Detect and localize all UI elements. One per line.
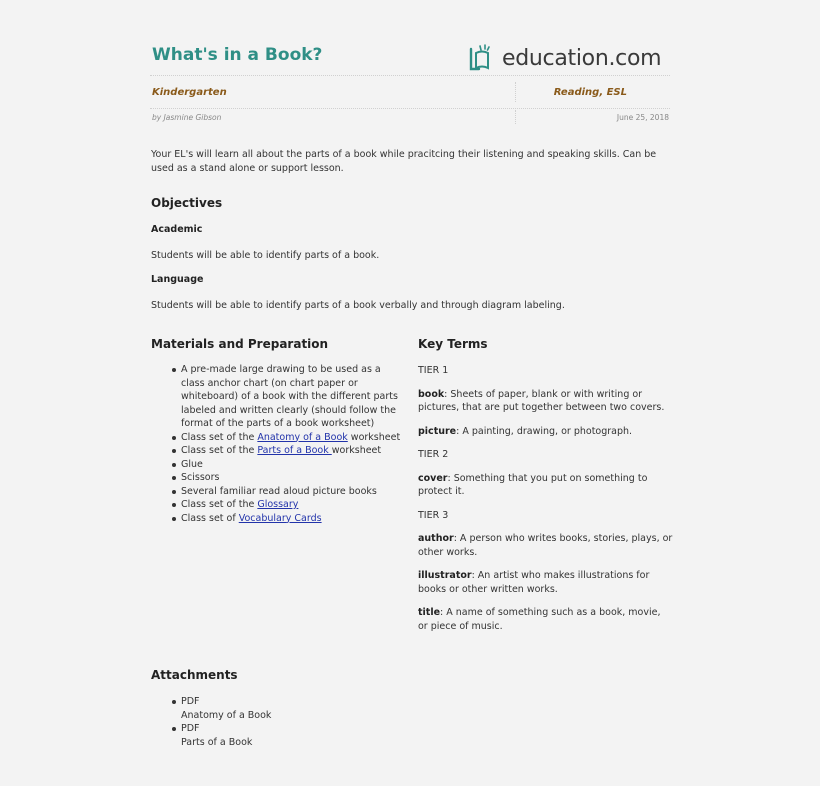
header-divider — [150, 75, 670, 76]
vocabulary-cards-link[interactable]: Vocabulary Cards — [238, 512, 322, 524]
list-item: Several familiar read aloud picture books — [151, 485, 401, 499]
academic-heading: Academic — [151, 224, 203, 235]
key-terms-list — [418, 364, 673, 643]
tier-label: TIER 2 — [418, 449, 449, 460]
academic-objective: Students will be able to identify parts of a book. — [151, 250, 380, 261]
language-objective: Students will be able to identify parts of a book verbally and through diagram labeling. — [151, 300, 565, 311]
meta-divider — [150, 108, 670, 109]
language-heading: Language — [151, 274, 204, 285]
logo-text: education.com — [502, 45, 662, 71]
attachment-name: Anatomy of a Book — [181, 709, 272, 721]
author-byline: by Jasmine Gibson — [152, 113, 222, 122]
grade-label: Kindergarten — [152, 87, 227, 98]
subject-label: Reading, ESL — [553, 87, 627, 98]
education-logo[interactable] — [468, 43, 661, 73]
list-item: Class set of the Parts of a Book worksheet — [151, 444, 401, 458]
term-title: title: A name of something such as a book, movie, or piece of music. — [418, 607, 661, 632]
meta-vertical-divider-2 — [515, 110, 516, 124]
term-book: book: Sheets of paper, blank or with writing or pictures, that are put together between two covers. — [418, 388, 665, 413]
materials-heading: Materials and Preparation — [151, 337, 329, 351]
parts-of-a-book-link[interactable]: Parts of a Book — [257, 445, 332, 456]
tier-label: TIER 1 — [418, 365, 449, 376]
term-picture: picture: A painting, drawing, or photograph. — [418, 425, 633, 437]
list-item: Class set of Vocabulary Cards — [151, 512, 401, 526]
objectives-heading: Objectives — [151, 196, 223, 210]
key-terms-heading: Key Terms — [418, 337, 488, 351]
meta-vertical-divider — [515, 82, 516, 102]
page-title: What's in a Book? — [152, 45, 323, 65]
glossary-link[interactable]: Glossary — [257, 499, 299, 510]
term-illustrator: illustrator: An artist who makes illustrations for books or other written works. — [418, 570, 650, 595]
intro-paragraph: Your EL's will learn all about the parts of a book while pracitcing their listening and speaking skills. Can be used as a stand alone or support lesson. — [151, 149, 657, 174]
list-item: Scissors — [151, 471, 401, 485]
attachment-item[interactable] — [151, 695, 401, 722]
term-author: author: A person who writes books, stories, plays, or other works. — [418, 533, 673, 558]
attachments-heading: Attachments — [151, 668, 238, 682]
attachments-list — [151, 695, 401, 749]
list-item: Class set of the Glossary — [151, 498, 401, 512]
book-logo-icon — [468, 43, 500, 73]
materials-list — [151, 363, 401, 525]
list-item: Glue — [151, 458, 401, 472]
publish-date: June 25, 2018 — [616, 113, 669, 122]
tier-label: TIER 3 — [418, 509, 449, 521]
list-item: Class set of the Anatomy of a Book worksheet — [151, 431, 401, 445]
attachment-item[interactable] — [151, 722, 401, 749]
list-item: A pre-made large drawing to be used as a class anchor chart (on chart paper or whiteboard) of a book with the different parts labeled and written clearly (should follow the format of the parts of a book worksheet) — [151, 363, 401, 431]
anatomy-of-a-book-link[interactable]: Anatomy of a Book — [257, 431, 348, 443]
term-cover: cover: Something that you put on something to protect it. — [418, 472, 648, 497]
attachment-name: Parts of a Book — [181, 736, 253, 748]
attachment-type: PDF — [181, 723, 200, 734]
attachment-type: PDF — [181, 696, 200, 707]
